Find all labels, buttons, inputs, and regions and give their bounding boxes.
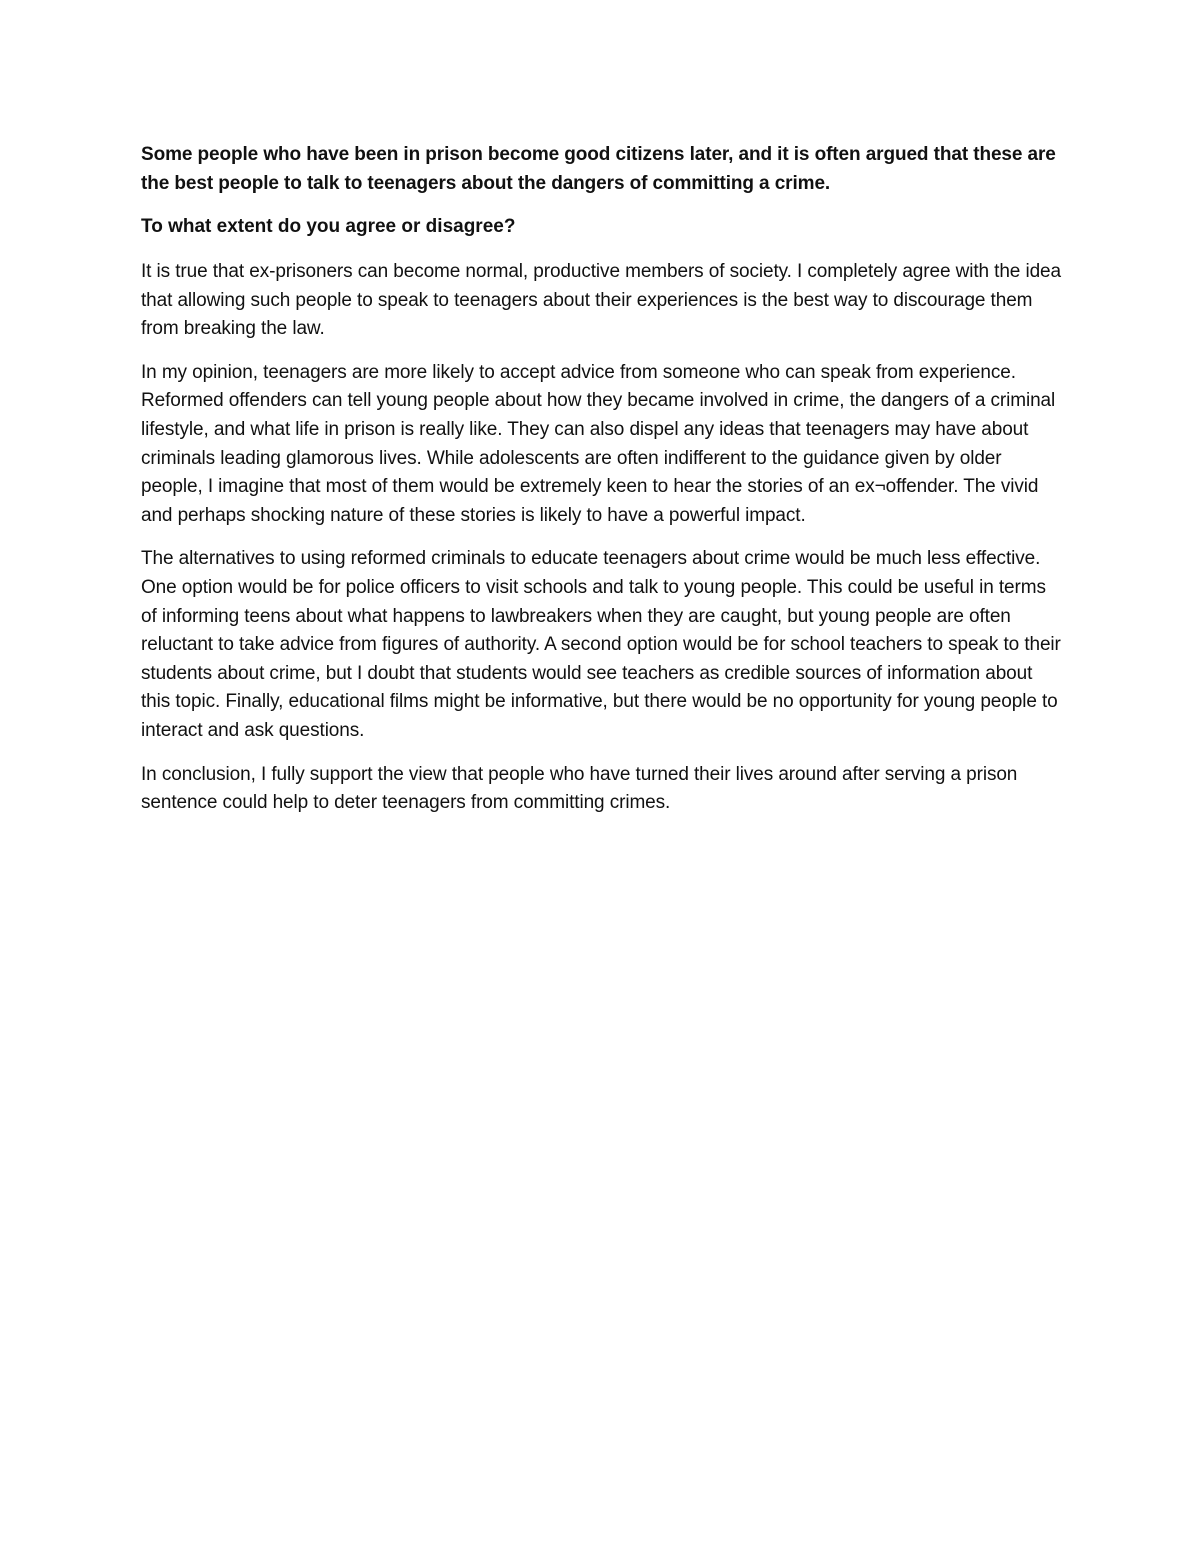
essay-prompt: Some people who have been in prison become good citizens later, and it is often argued that these are the best people to talk to teenagers about the dangers of committing a crime. <box>141 144 1056 194</box>
intro-paragraph: It is true that ex-prisoners can become normal, productive members of society. I completely agree with the idea that allowing such people to speak to teenagers about their experiences is the best way to discourage them from breaking the law. <box>141 261 1061 340</box>
body-paragraph-1: In my opinion, teenagers are more likely to accept advice from someone who can speak from experience. Reformed offenders can tell young people about how they became involved in crime, the dangers of a criminal lifestyle, and what life in prison is really like. They can also dispel any ideas that teenagers may have about criminals leading glamorous lives. While adolescents are often indifferent to the guidance given by older people, I imagine that most of them would be extremely keen to hear the stories of an ex¬offender. The vivid and perhaps shocking nature of these stories is likely to have a powerful impact. <box>141 361 1056 526</box>
conclusion-paragraph: In conclusion, I fully support the view that people who have turned their lives around after serving a prison sentence could help to deter teenagers from committing crimes. <box>141 763 1018 814</box>
essay-question: To what extent do you agree or disagree? <box>141 216 516 237</box>
body-paragraph-2: The alternatives to using reformed criminals to educate teenagers about crime would be much less effective. One option would be for police officers to visit schools and talk to young people. This could be useful in terms of informing teens about what happens to lawbreakers when they are caught, but young people are often reluctant to take advice from figures of authority. A second option would be for school teachers to speak to their students about crime, but I doubt that students would see teachers as credible sources of information about this topic. Finally, educational films might be informative, but there would be no opportunity for young people to interact and ask questions. <box>141 548 1061 741</box>
essay-content <box>141 140 1066 833</box>
